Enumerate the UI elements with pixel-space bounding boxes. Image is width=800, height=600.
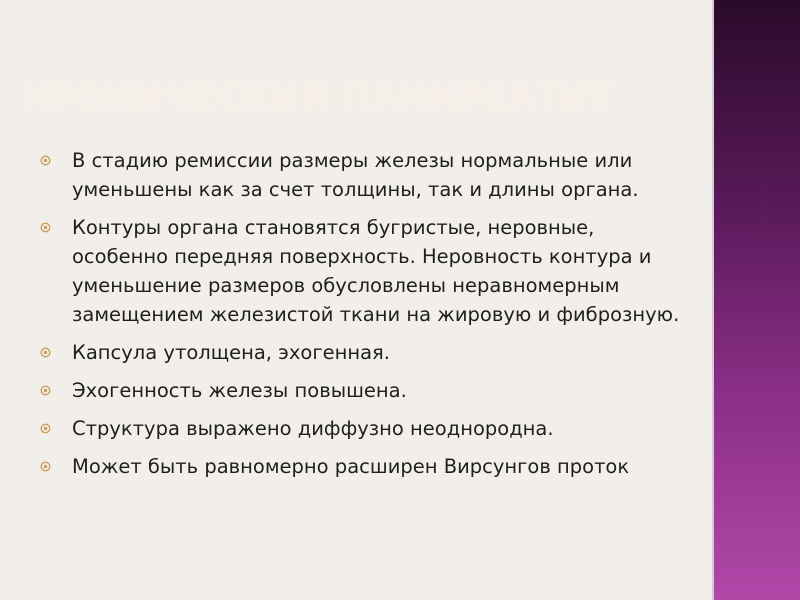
- ring-bullet-icon: [40, 155, 51, 166]
- ring-bullet-icon: [40, 222, 51, 233]
- list-item: [40, 146, 680, 204]
- list-item: [40, 414, 680, 443]
- decorative-side-band: [714, 0, 800, 600]
- ring-bullet-icon: [40, 461, 51, 472]
- ring-bullet-icon: [40, 423, 51, 434]
- bullet-text: Эхогенность железы повышена.: [72, 379, 407, 402]
- list-item: [40, 376, 680, 405]
- list-item: [40, 213, 680, 329]
- bullet-list: [40, 146, 680, 490]
- ring-bullet-icon: [40, 385, 51, 396]
- bullet-text: Контуры органа становятся бугристые, неровные, особенно передняя поверхность. Неровность контура и уменьшение размеров обусловлены неравномерным замещением железистой ткани на жировую и фиброзную.: [72, 216, 680, 326]
- bullet-text: Капсула утолщена, эхогенная.: [72, 341, 390, 364]
- bullet-text: Структура выражено диффузно неоднородна.: [72, 417, 554, 440]
- bullet-text: В стадию ремиссии размеры железы нормальные или уменьшены как за счет толщины, так и длины органа.: [72, 149, 639, 201]
- bullet-text: Может быть равномерно расширен Вирсунгов проток: [72, 455, 630, 478]
- list-item: [40, 452, 680, 481]
- ring-bullet-icon: [40, 347, 51, 358]
- list-item: [40, 338, 680, 367]
- slide-title: ХРОНИЧЕСКИЙ ПАНКРЕАТИТ: [22, 78, 614, 118]
